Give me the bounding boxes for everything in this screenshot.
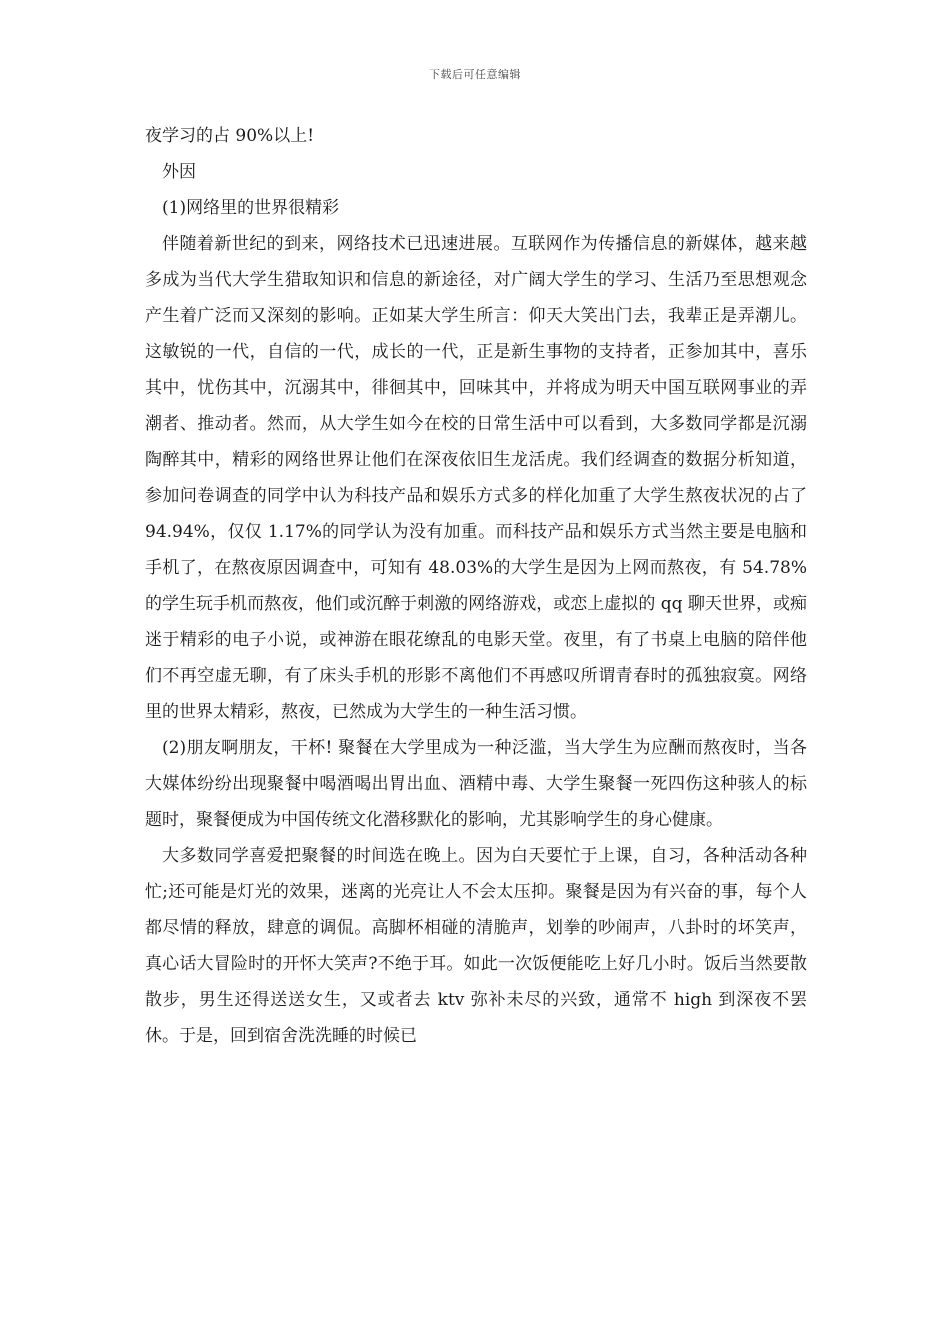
- document-body: [145, 118, 807, 1054]
- paragraph-internet: 伴随着新世纪的到来，网络技术已迅速进展。互联网作为传播信息的新媒体，越来越多成为当代大学生猎取知识和信息的新途径，对广阔大学生的学习、生活乃至思想观念产生着广泛而又深刻的影响。正如某大学生所言：仰天大笑出门去，我辈正是弄潮儿。这敏锐的一代，自信的一代，成长的一代，正是新生事物的支持者，正参加其中，喜乐其中，忧伤其中，沉溺其中，徘徊其中，回味其中，并将成为明天中国互联网事业的弄潮者、推动者。然而，从大学生如今在校的日常生活中可以看到，大多数同学都是沉溺陶醉其中，精彩的网络世界让他们在深夜依旧生龙活虎。我们经调查的数据分析知道，参加问卷调查的同学中认为科技产品和娱乐方式多的样化加重了大学生熬夜状况的占了 94.94%，仅仅 1.17%的同学认为没有加重。而科技产品和娱乐方式当然主要是电脑和手机了，在熬夜原因调查中，可知有 48.03%的大学生是因为上网而熬夜，有 54.78%的学生玩手机而熬夜，他们或沉醉于刺激的网络游戏，或恋上虚拟的 qq 聊天世界，或痴迷于精彩的电子小说，或神游在眼花缭乱的电影天堂。夜里，有了书桌上电脑的陪伴他们不再空虚无聊，有了床头手机的形影不离他们不再感叹所谓青春时的孤独寂寞。网络里的世界太精彩，熬夜，已然成为大学生的一种生活习惯。: [145, 234, 807, 722]
- page-header: 下载后可任意编辑: [429, 68, 521, 81]
- paragraph-gatherings: (2)朋友啊朋友，干杯! 聚餐在大学里成为一种泛滥，当大学生为应酬而熬夜时，当各大媒体纷纷出现聚餐中喝酒喝出胃出血、酒精中毒、大学生聚餐一死四伤这种骇人的标题时，聚餐便成为中国传统文化潜移默化的影响，尤其影响学生的身心健康。: [145, 738, 807, 830]
- paragraph-continuation: 夜学习的占 90%以上!: [145, 126, 315, 146]
- paragraph-evening-dinners: 大多数同学喜爱把聚餐的时间选在晚上。因为白天要忙于上课，自习，各种活动各种忙;还可能是灯光的效果，迷离的光亮让人不会太压抑。聚餐是因为有兴奋的事，每个人都尽情的释放，肆意的调侃。高脚杯相碰的清脆声，划拳的吵闹声，八卦时的坏笑声，真心话大冒险时的开怀大笑声?不绝于耳。如此一次饭便能吃上好几小时。饭后当然要散散步，男生还得送送女生，又或者去 ktv 弥补未尽的兴致，通常不 high 到深夜不罢休。于是，回到宿舍洗洗睡的时候已: [145, 846, 807, 1046]
- subheading-internet-world: (1)网络里的世界很精彩: [162, 198, 340, 218]
- section-heading-external-causes: 外因: [162, 162, 196, 182]
